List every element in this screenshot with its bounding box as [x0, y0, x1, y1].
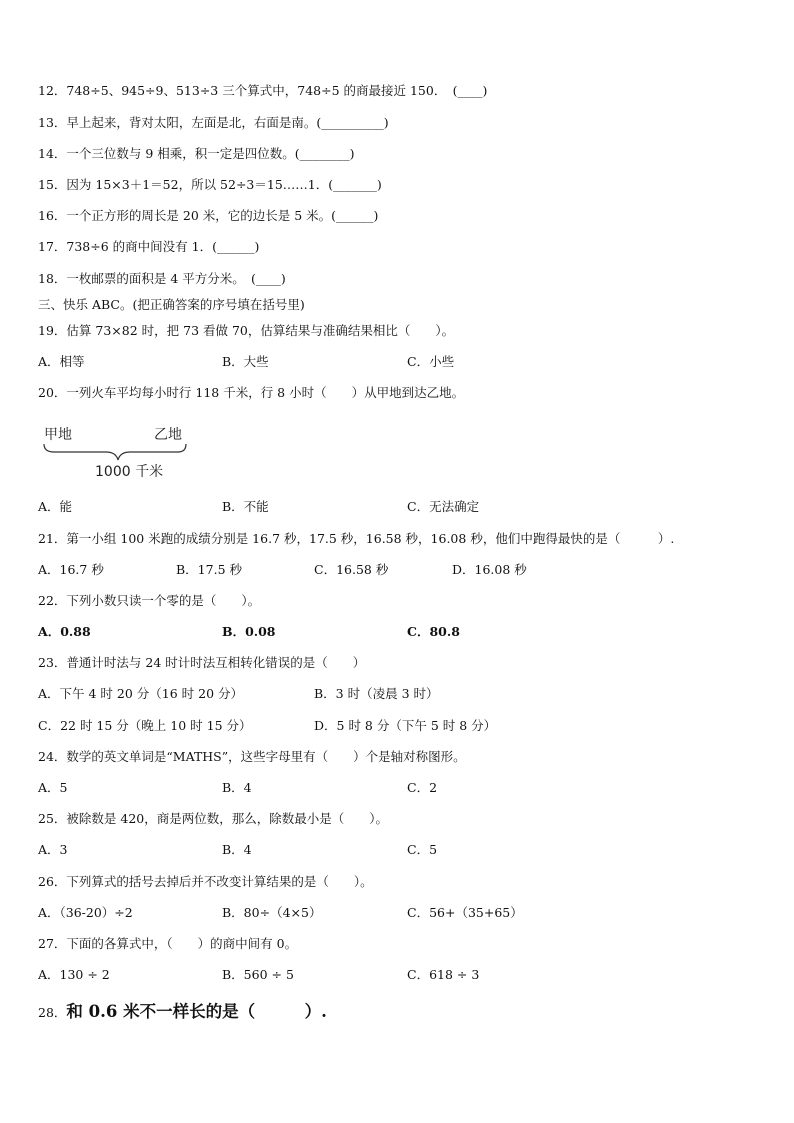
question-19: 19．估算 73×82 时，把 73 看做 70，估算结果与准确结果相比（ ）。	[38, 323, 455, 338]
q22-option-b: B．0.08	[222, 624, 276, 639]
q26-option-b: B．80÷（4×5）	[222, 905, 322, 920]
question-22: 22．下列小数只读一个零的是（ ）。	[38, 593, 261, 608]
question-25: 25．被除数是 420，商是两位数，那么，除数最小是（ ）。	[38, 811, 388, 826]
question-14: 14．一个三位数与 9 相乘，积一定是四位数。(________)	[38, 146, 355, 161]
question-23: 23．普通计时法与 24 时计时法互相转化错误的是（ ）	[38, 655, 366, 670]
question-17: 17．738÷6 的商中间没有 1．(______)	[38, 239, 260, 254]
q19-option-b: B．大些	[222, 354, 269, 369]
question-28-text: 和 0.6 米不一样长的是（ ）.	[66, 1002, 327, 1021]
q25-option-b: B．4	[222, 842, 252, 857]
q27-option-b: B．560 ÷ 5	[222, 967, 294, 982]
q23-option-b: B．3 时（凌晨 3 时）	[314, 686, 439, 701]
q26-option-c: C．56+（35+65）	[407, 905, 523, 920]
q21-option-d: D．16.08 秒	[452, 562, 527, 577]
q21-option-b: B．17.5 秒	[176, 562, 242, 577]
q19-option-c: C．小些	[407, 354, 455, 369]
q19-option-a: A．相等	[38, 354, 85, 369]
q20-option-c: C．无法确定	[407, 499, 480, 514]
q20-option-a: A．能	[38, 499, 73, 514]
question-13: 13．早上起来，背对太阳，左面是北，右面是南。(__________)	[38, 115, 389, 130]
q25-option-a: A．3	[38, 842, 68, 857]
question-12: 12．748÷5、945÷9、513÷3 三个算式中，748÷5 的商最接近 150． (____)	[38, 83, 488, 98]
q23-option-a: A．下午 4 时 20 分（16 时 20 分）	[38, 686, 244, 701]
question-16: 16．一个正方形的周长是 20 米，它的边长是 5 米。(______)	[38, 208, 379, 223]
question-15: 15．因为 15×3＋1＝52，所以 52÷3＝15……1．(_______)	[38, 177, 382, 192]
q25-option-c: C．5	[407, 842, 438, 857]
diagram-start-label: 甲地	[44, 427, 72, 443]
question-24: 24．数学的英文单词是“MATHS”，这些字母里有（ ）个是轴对称图形。	[38, 749, 466, 764]
q27-option-c: C．618 ÷ 3	[407, 967, 480, 982]
q22-option-a: A．0.88	[38, 624, 91, 639]
q21-option-c: C．16.58 秒	[314, 562, 389, 577]
q20-option-b: B．不能	[222, 499, 269, 514]
q23-option-c: C．22 时 15 分（晚上 10 时 15 分）	[38, 718, 252, 733]
q24-option-c: C．2	[407, 780, 438, 795]
question-28	[38, 1002, 327, 1023]
q22-option-c: C．80.8	[407, 624, 460, 639]
q24-option-a: A．5	[38, 780, 68, 795]
section-3-heading: 三、快乐 ABC。(把正确答案的序号填在括号里)	[38, 297, 305, 312]
question-20: 20．一列火车平均每小时行 118 千米，行 8 小时（ ）从甲地到达乙地。	[38, 385, 465, 400]
q27-option-a: A．130 ÷ 2	[38, 967, 110, 982]
question-21: 21．第一小组 100 米跑的成绩分别是 16.7 秒，17.5 秒，16.58 秒，16.08 秒，他们中跑得最快的是（ ）.	[38, 531, 675, 546]
question-26: 26．下列算式的括号去掉后并不改变计算结果的是（ ）。	[38, 874, 373, 889]
diagram-end-label: 乙地	[154, 427, 182, 443]
q24-option-b: B．4	[222, 780, 252, 795]
diagram-distance-label: 1000 千米	[95, 464, 164, 480]
question-18: 18．一枚邮票的面积是 4 平方分米。 (____)	[38, 271, 286, 286]
q21-option-a: A．16.7 秒	[38, 562, 104, 577]
question-27: 27．下面的各算式中，（ ）的商中间有 0。	[38, 936, 298, 951]
q26-option-a: A．（36-20）÷2	[38, 905, 133, 920]
q23-option-d: D．5 时 8 分（下午 5 时 8 分）	[314, 718, 497, 733]
distance-diagram	[40, 424, 200, 480]
question-28-number: 28．	[38, 1005, 67, 1020]
